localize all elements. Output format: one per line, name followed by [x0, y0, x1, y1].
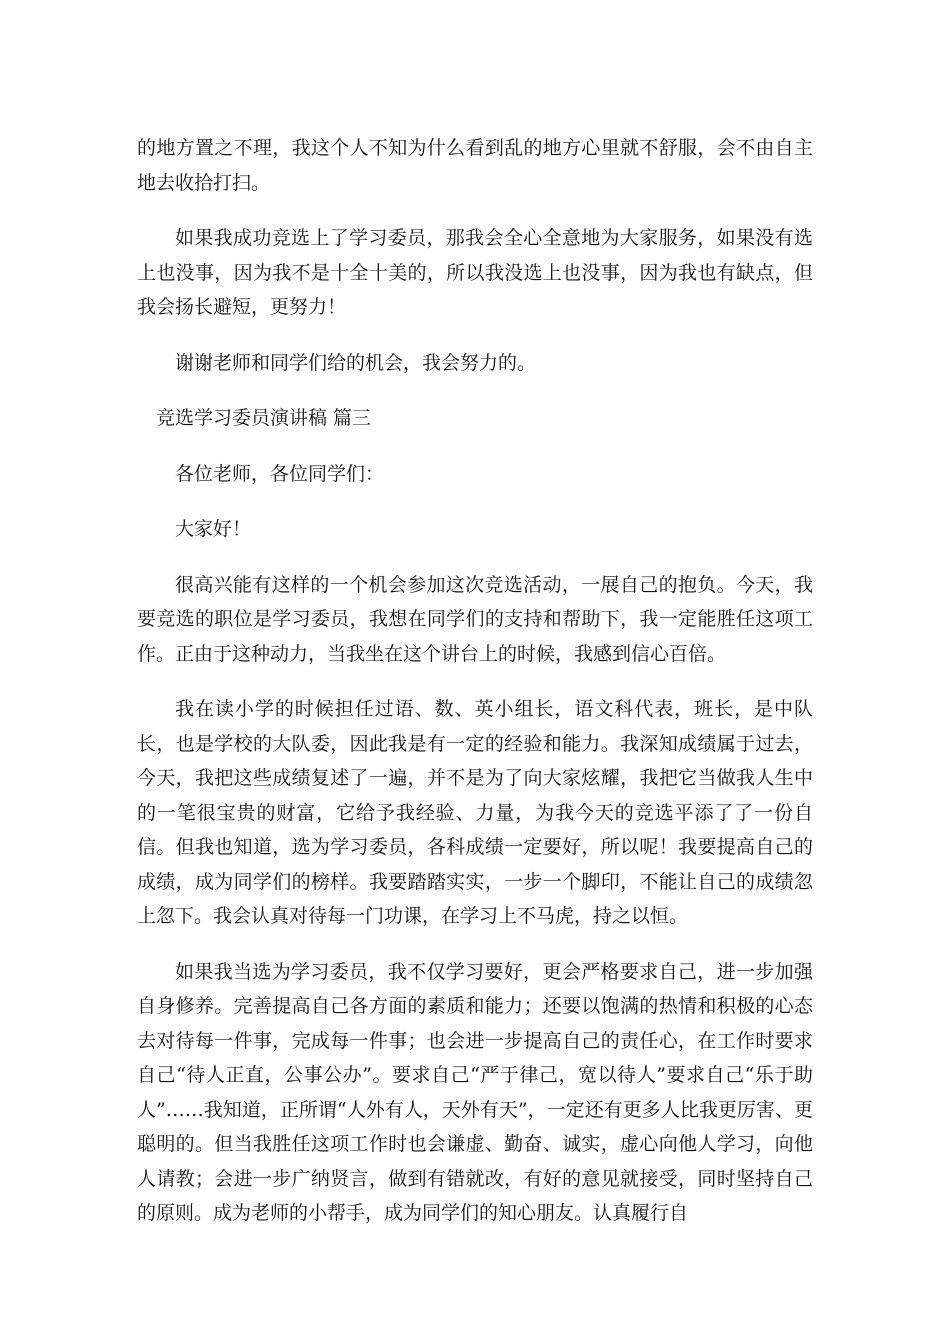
document-page: [137, 131, 813, 1231]
paragraph: 如果我成功竞选上了学习委员，那我会全心全意地为大家服务，如果没有选上也没事，因为我不是十全十美的，所以我没选上也没事，因为我也有缺点，但我会扬长避短，更努力！: [137, 227, 813, 318]
paragraph: 很高兴能有这样的一个机会参加这次竞选活动，一展自己的抱负。今天，我要竞选的职位是学习委员，我想在同学们的支持和帮助下，我一定能胜任这项工作。正由于这种动力，当我坐在这个讲台上的时候，我感到信心百倍。: [137, 573, 813, 665]
paragraph: 如果我当选为学习委员，我不仅学习要好，更会严格要求自己，进一步加强自身修养。完善提高自己各方面的素质和能力；还要以饱满的热情和积极的心态去对待每一件事，完成每一件事；也会进一步提高自己的责任心，在工作时要求自己“待人正直，公事公办”。要求自己“严于律己，宽以待人”要求自己“乐于助人”……我知道，正所谓“人外有人，天外有天”，一定还有更多人比我更厉害、更聪明的。但当我胜任这项工作时也会谦虚、勤奋、诚实，虚心向他人学习，向他人请教；会进一步广纳贤言，做到有错就改，有好的意见就接受，同时坚持自己的原则。成为老师的小帮手，成为同学们的知心朋友。认真履行自: [137, 960, 813, 1224]
salutation: 各位老师，各位同学们：: [175, 462, 385, 485]
paragraph: 我在读小学的时候担任过语、数、英小组长，语文科代表，班长，是中队长，也是学校的大队委，因此我是有一定的经验和能力。我深知成绩属于过去，今天，我把这些成绩复述了一遍，并不是为了向大家炫耀，我把它当做我人生中的一笔很宝贵的财富，它给予我经验、力量，为我今天的竞选平添了了一份自信。但我也知道，选为学习委员，各科成绩一定要好，所以呢！我要提高自己的成绩，成为同学们的榜样。我要踏踏实实，一步一个脚印，不能让自己的成绩忽上忽下。我会认真对待每一门功课，在学习上不马虎，持之以恒。: [137, 698, 813, 927]
paragraph: 谢谢老师和同学们给的机会，我会努力的。: [175, 351, 537, 374]
paragraph-continuation: 的地方置之不理，我这个人不知为什么看到乱的地方心里就不舒服，会不由自主地去收拾打扫。: [137, 137, 813, 194]
greeting: 大家好！: [175, 518, 252, 540]
section-heading: 竞选学习委员演讲稿 篇三: [156, 407, 372, 429]
